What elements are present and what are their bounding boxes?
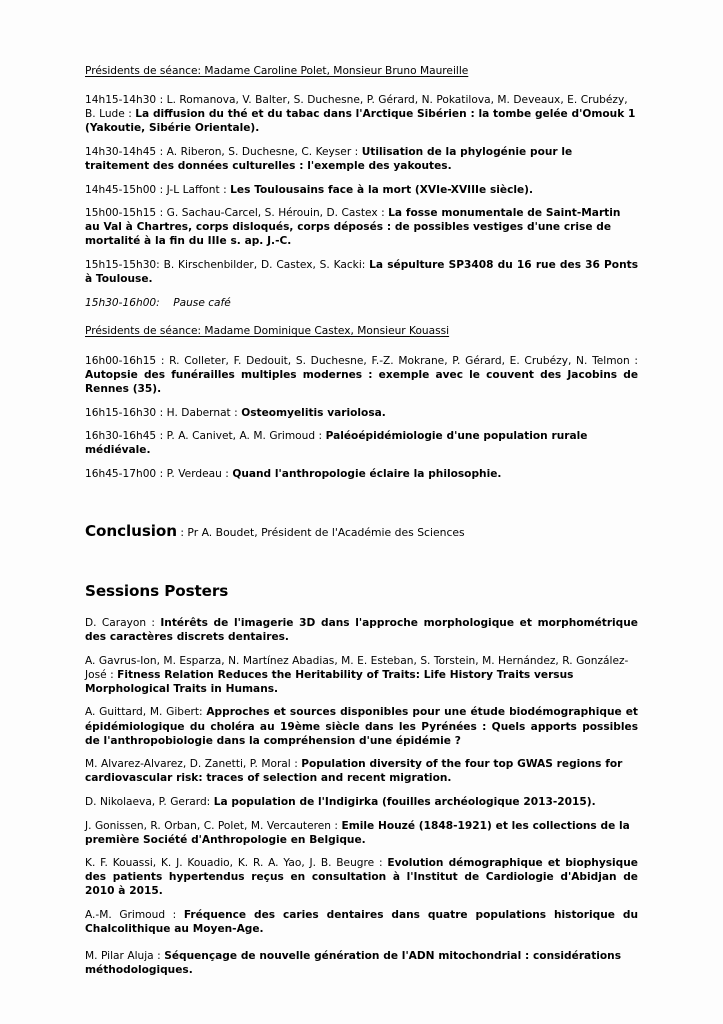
conclusion-detail: : Pr A. Boudet, Président de l'Académie des Sciences	[176, 525, 465, 539]
schedule-entry	[85, 206, 638, 248]
conclusion-line	[85, 521, 638, 540]
coffee-break-line: 15h30-16h00: Pause café	[85, 296, 231, 309]
entry-authors: 15h00-15h15 : G. Sachau-Carcel, S. Hérouin, D. Castex :	[85, 207, 389, 220]
entry-title: Evolution démographique et biophysique des patients hypertendus reçus en consultation à l'Institut de Cardiologie d'Abidjan de 2010 à 2015.	[85, 857, 638, 898]
entry-authors: 14h15-14h30 : L. Romanova, V. Balter, S. Duchesne, P. Gérard, N. Pokatilova, M. Deveaux, E. Crubézy, B. Lude :	[85, 94, 628, 121]
entry-authors: A. Guittard, M. Gibert:	[85, 706, 207, 719]
entry-title: Les Toulousains face à la mort (XVIe-XVIIIe siècle).	[230, 183, 534, 196]
entry-title: La diffusion du thé et du tabac dans l'Arctique Sibérien : la tombe gelée d'Omouk 1 (Yakoutie, Sibérie Orientale).	[85, 108, 636, 135]
entry-authors: D. Carayon :	[85, 616, 161, 629]
schedule-entry	[85, 429, 638, 457]
entry-authors: J. Gonissen, R. Orban, C. Polet, M. Vercauteren :	[85, 819, 342, 832]
schedule-entry	[85, 145, 638, 173]
entry-title: Osteomyelitis variolosa.	[241, 406, 386, 419]
session-chair-line-1	[85, 64, 638, 78]
entry-authors: 16h00-16h15 : R. Colleter, F. Dedouit, S. Duchesne, F.-Z. Mokrane, P. Gérard, E. Crubézy, N. Telmon :	[85, 354, 638, 367]
entry-authors: A.-M. Grimoud :	[85, 908, 184, 921]
entry-title: Emile Houzé (1848-1921) et les collections de la première Société d'Anthropologie en Belgique.	[85, 819, 630, 846]
entry-title: Fréquence des caries dentaires dans quatre populations historique du Chalcolithique au Moyen-Age.	[85, 908, 638, 936]
poster-entry	[85, 856, 638, 898]
entry-title: Autopsie des funérailles multiples modernes : exemple avec le couvent des Jacobins de Rennes (35).	[85, 368, 638, 395]
entry-title: Approches et sources disponibles pour une étude biodémographique et épidémiologique du choléra au 19ème siècle dans les Pyrénées : Quels apports possibles de l'anthropobiologie dans la compréhension d'une épidémie ?	[85, 706, 638, 747]
schedule-entry	[85, 354, 638, 396]
entry-authors: 16h15-16h30 : H. Dabernat :	[85, 406, 242, 419]
entry-title: Quand l'anthropologie éclaire la philosophie.	[232, 467, 502, 480]
entry-title: La fosse monumentale de Saint-Martin au Val à Chartres, corps disloqués, corps déposés : de possibles vestiges d'une crise de mortalité à la fin du IIIe s. ap. J.-C.	[85, 207, 621, 248]
entry-title: Utilisation de la phylogénie pour le traitement des données culturelles : l'exemple des yakoutes.	[85, 145, 573, 172]
entry-authors: 16h45-17h00 : P. Verdeau :	[85, 467, 233, 480]
poster-entry	[85, 908, 638, 936]
schedule-entry	[85, 183, 638, 197]
entry-title: La sépulture SP3408 du 16 rue des 36 Ponts à Toulouse.	[85, 258, 638, 286]
entry-title: La population de l'Indigirka (fouilles archéologique 2013-2015).	[213, 795, 596, 808]
entry-authors: D. Nikolaeva, P. Gerard:	[85, 795, 214, 808]
session-chair-line-2	[85, 324, 638, 338]
poster-entry	[85, 705, 638, 747]
entry-title: Paléoépidémiologie d'une population rurale médiévale.	[85, 430, 588, 457]
session-chair-text-1: Présidents de séance: Madame Caroline Polet, Monsieur Bruno Maureille	[85, 65, 469, 77]
entry-authors: 16h30-16h45 : P. A. Canivet, A. M. Grimoud :	[85, 430, 326, 443]
conclusion-heading: Conclusion	[85, 521, 177, 540]
posters-section-heading: Sessions Posters	[85, 581, 229, 600]
poster-entry	[85, 654, 638, 696]
poster-entry	[85, 757, 638, 785]
entry-authors: 14h45-15h00 : J-L Laffont :	[85, 183, 231, 196]
schedule-entry	[85, 406, 638, 420]
entry-authors: 15h15-15h30: B. Kirschenbilder, D. Castex, S. Kacki:	[85, 258, 370, 271]
entry-title: Intérêts de l'imagerie 3D dans l'approche morphologique et morphométrique des caractères discrets dentaires.	[85, 616, 638, 644]
schedule-entry	[85, 467, 638, 481]
entry-authors: A. Gavrus-Ion, M. Esparza, N. Martínez Abadias, M. E. Esteban, S. Torstein, M. Hernández, R. González-José :	[85, 654, 629, 681]
entry-authors: M. Alvarez-Alvarez, D. Zanetti, P. Moral :	[85, 758, 302, 771]
entry-authors: K. F. Kouassi, K. J. Kouadio, K. R. A. Yao, J. B. Beugre :	[85, 857, 388, 870]
poster-entry	[85, 819, 638, 847]
schedule-entry	[85, 93, 638, 135]
poster-entry	[85, 795, 638, 809]
entry-authors: 14h30-14h45 : A. Riberon, S. Duchesne, C. Keyser :	[85, 145, 362, 158]
session-chair-text-2: Présidents de séance: Madame Dominique Castex, Monsieur Kouassi	[85, 324, 450, 337]
document-content	[85, 64, 638, 977]
poster-entry	[85, 616, 638, 644]
entry-title: Population diversity of the four top GWAS regions for cardiovascular risk: traces of selection and recent migration.	[85, 758, 623, 785]
entry-title: Fitness Relation Reduces the Heritability of Traits: Life History Traits versus Morphological Traits in Humans.	[85, 668, 574, 695]
entry-title: Séquençage de nouvelle génération de l'ADN mitochondrial : considérations méthodologiques.	[85, 950, 622, 977]
poster-entry	[85, 949, 638, 977]
entry-authors: M. Pilar Aluja :	[85, 950, 165, 963]
schedule-entry	[85, 258, 638, 286]
